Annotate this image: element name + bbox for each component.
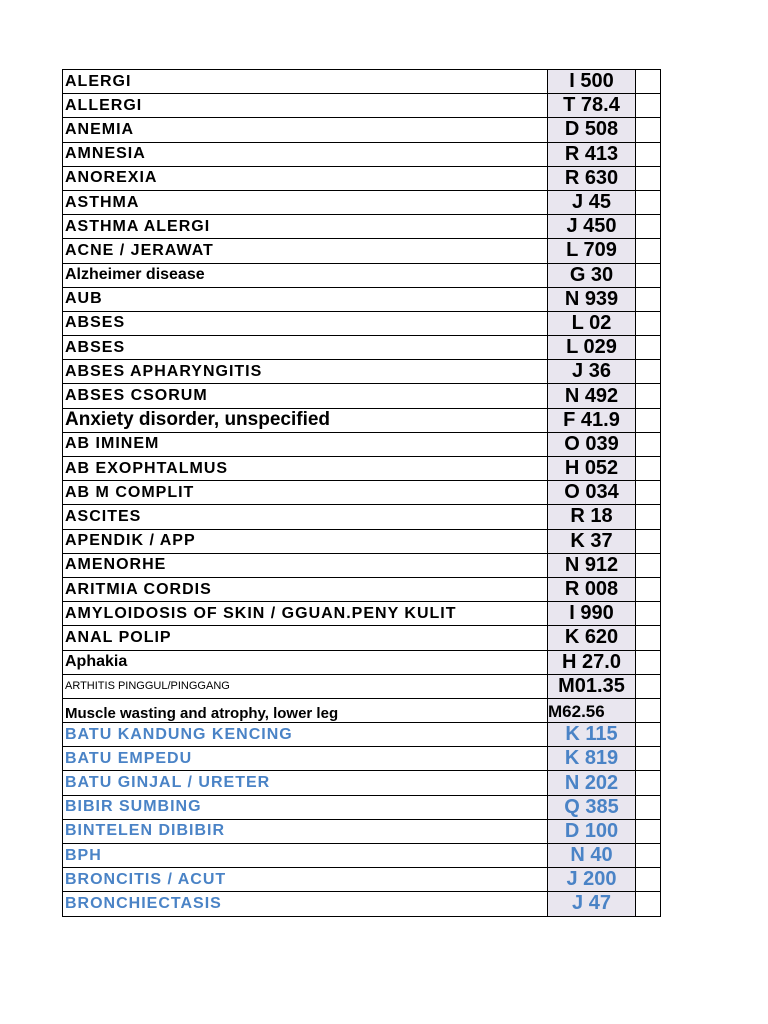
empty-cell: [636, 94, 661, 118]
table-row: [63, 190, 661, 214]
empty-cell: [636, 287, 661, 311]
diagnosis-code: L 709: [548, 239, 636, 263]
diagnosis-name: ARTHITIS PINGGUL/PINGGANG: [63, 674, 548, 698]
empty-cell: [636, 892, 661, 916]
diagnosis-name: ANOREXIA: [63, 166, 548, 190]
empty-cell: [636, 795, 661, 819]
empty-cell: [636, 819, 661, 843]
diagnosis-code: L 02: [548, 311, 636, 335]
diagnosis-name: ASTHMA ALERGI: [63, 215, 548, 239]
empty-cell: [636, 626, 661, 650]
diagnosis-code: G 30: [548, 263, 636, 287]
table-row: [63, 384, 661, 408]
table-row: [63, 481, 661, 505]
diagnosis-code: J 45: [548, 190, 636, 214]
empty-cell: [636, 481, 661, 505]
empty-cell: [636, 432, 661, 456]
diagnosis-code: H 27.0: [548, 650, 636, 674]
table-row: [63, 771, 661, 795]
empty-cell: [636, 215, 661, 239]
table-row: [63, 505, 661, 529]
diagnosis-code: L 029: [548, 336, 636, 360]
diagnosis-name: BATU KANDUNG KENCING: [63, 723, 548, 747]
table-row: [63, 239, 661, 263]
table-row: [63, 408, 661, 432]
diagnosis-name: Alzheimer disease: [63, 263, 548, 287]
diagnosis-name: BATU EMPEDU: [63, 747, 548, 771]
diagnosis-name: Muscle wasting and atrophy, lower leg: [63, 698, 548, 722]
diagnosis-name: ASTHMA: [63, 190, 548, 214]
diagnosis-code: R 008: [548, 577, 636, 601]
diagnosis-code: O 039: [548, 432, 636, 456]
empty-cell: [636, 311, 661, 335]
diagnosis-name: ARITMIA CORDIS: [63, 577, 548, 601]
diagnosis-name: ABSES: [63, 336, 548, 360]
table-row: [63, 553, 661, 577]
diagnosis-name: ACNE / JERAWAT: [63, 239, 548, 263]
table-row: [63, 626, 661, 650]
diagnosis-name: AB IMINEM: [63, 432, 548, 456]
table-row: [63, 94, 661, 118]
diagnosis-code: R 18: [548, 505, 636, 529]
empty-cell: [636, 602, 661, 626]
diagnosis-code: K 115: [548, 723, 636, 747]
diagnosis-name: ALLERGI: [63, 94, 548, 118]
empty-cell: [636, 844, 661, 868]
diagnosis-code: O 034: [548, 481, 636, 505]
empty-cell: [636, 529, 661, 553]
empty-cell: [636, 553, 661, 577]
diagnosis-name: BRONCHIECTASIS: [63, 892, 548, 916]
diagnosis-name: BINTELEN DIBIBIR: [63, 819, 548, 843]
diagnosis-code: T 78.4: [548, 94, 636, 118]
table-row: [63, 723, 661, 747]
diagnosis-name: BRONCITIS / ACUT: [63, 868, 548, 892]
empty-cell: [636, 384, 661, 408]
diagnosis-code: R 630: [548, 166, 636, 190]
table-row: [63, 142, 661, 166]
table-row: [63, 336, 661, 360]
diagnosis-code: H 052: [548, 457, 636, 481]
empty-cell: [636, 457, 661, 481]
diagnosis-name: AB EXOPHTALMUS: [63, 457, 548, 481]
diagnosis-name: AMYLOIDOSIS OF SKIN / GGUAN.PENY KULIT: [63, 602, 548, 626]
diagnosis-code-table: [62, 69, 661, 917]
empty-cell: [636, 868, 661, 892]
diagnosis-code: N 912: [548, 553, 636, 577]
diagnosis-name: ASCITES: [63, 505, 548, 529]
diagnosis-name: BPH: [63, 844, 548, 868]
empty-cell: [636, 505, 661, 529]
diagnosis-code: M62.56: [548, 698, 636, 722]
diagnosis-name: AUB: [63, 287, 548, 311]
empty-cell: [636, 263, 661, 287]
diagnosis-name: ABSES: [63, 311, 548, 335]
table-row: [63, 650, 661, 674]
diagnosis-code: Q 385: [548, 795, 636, 819]
diagnosis-name: AMENORHE: [63, 553, 548, 577]
table-row: [63, 892, 661, 916]
diagnosis-code: N 939: [548, 287, 636, 311]
empty-cell: [636, 771, 661, 795]
empty-cell: [636, 674, 661, 698]
empty-cell: [636, 360, 661, 384]
diagnosis-code: K 819: [548, 747, 636, 771]
table-row: [63, 70, 661, 94]
diagnosis-code: J 200: [548, 868, 636, 892]
diagnosis-name: ANEMIA: [63, 118, 548, 142]
table-row: [63, 529, 661, 553]
empty-cell: [636, 239, 661, 263]
diagnosis-code: J 36: [548, 360, 636, 384]
diagnosis-code: D 508: [548, 118, 636, 142]
diagnosis-code: K 620: [548, 626, 636, 650]
table-row: [63, 360, 661, 384]
table-row: [63, 166, 661, 190]
table-row: [63, 819, 661, 843]
empty-cell: [636, 336, 661, 360]
empty-cell: [636, 142, 661, 166]
diagnosis-code: D 100: [548, 819, 636, 843]
table-row: [63, 457, 661, 481]
diagnosis-code: I 500: [548, 70, 636, 94]
empty-cell: [636, 577, 661, 601]
diagnosis-code: N 40: [548, 844, 636, 868]
empty-cell: [636, 408, 661, 432]
empty-cell: [636, 70, 661, 94]
diagnosis-code: N 202: [548, 771, 636, 795]
diagnosis-name: BATU GINJAL / URETER: [63, 771, 548, 795]
empty-cell: [636, 118, 661, 142]
table-row: [63, 311, 661, 335]
table-row: [63, 674, 661, 698]
diagnosis-name: AMNESIA: [63, 142, 548, 166]
empty-cell: [636, 723, 661, 747]
diagnosis-code: F 41.9: [548, 408, 636, 432]
table-row: [63, 698, 661, 722]
diagnosis-name: AB M COMPLIT: [63, 481, 548, 505]
empty-cell: [636, 650, 661, 674]
diagnosis-code: K 37: [548, 529, 636, 553]
table-row: [63, 263, 661, 287]
diagnosis-name: ABSES CSORUM: [63, 384, 548, 408]
table-row: [63, 844, 661, 868]
empty-cell: [636, 747, 661, 771]
diagnosis-code: J 450: [548, 215, 636, 239]
diagnosis-code: J 47: [548, 892, 636, 916]
diagnosis-name: BIBIR SUMBING: [63, 795, 548, 819]
diagnosis-name: ABSES APHARYNGITIS: [63, 360, 548, 384]
diagnosis-name: ANAL POLIP: [63, 626, 548, 650]
empty-cell: [636, 190, 661, 214]
table-row: [63, 118, 661, 142]
table-row: [63, 432, 661, 456]
diagnosis-name: APENDIK / APP: [63, 529, 548, 553]
diagnosis-name: ALERGI: [63, 70, 548, 94]
table-row: [63, 795, 661, 819]
diagnosis-name: Aphakia: [63, 650, 548, 674]
diagnosis-code: I 990: [548, 602, 636, 626]
diagnosis-code: N 492: [548, 384, 636, 408]
table-row: [63, 868, 661, 892]
empty-cell: [636, 166, 661, 190]
diagnosis-code: M01.35: [548, 674, 636, 698]
table-row: [63, 602, 661, 626]
table-row: [63, 747, 661, 771]
table-row: [63, 577, 661, 601]
diagnosis-name: Anxiety disorder, unspecified: [63, 408, 548, 432]
table-row: [63, 287, 661, 311]
diagnosis-code: R 413: [548, 142, 636, 166]
table-row: [63, 215, 661, 239]
empty-cell: [636, 698, 661, 722]
